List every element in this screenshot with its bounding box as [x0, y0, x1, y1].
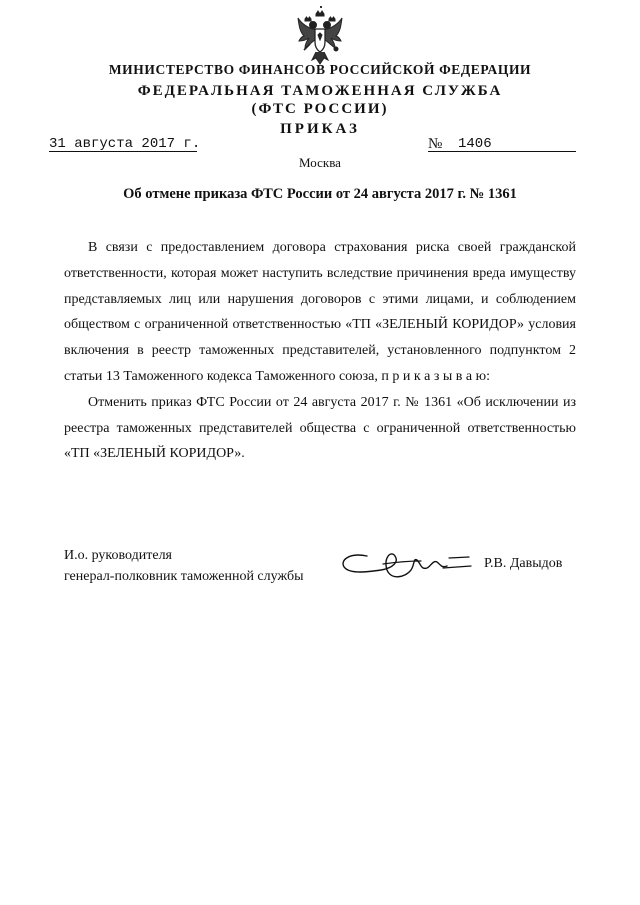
order-number: 1406 [458, 136, 492, 152]
order-date: 31 августа 2017 г. [49, 136, 201, 152]
body-paragraph-1: В связи с предоставлением договора страхования риска своей гражданской ответственности, которая может наступить вследствие причинения вреда имуществу представляемых лиц или нарушения договоров с этими лицами, и соблюдением обществом с ограниченной ответственностью «ТП «ЗЕЛЕНЫЙ КОРИДОР» условия включения в реестр таможенных представителей, установленного подпунктом 2 статьи 13 Таможенного кодекса Таможенного союза, п р и к а з ы в а ю: [64, 240, 576, 384]
service-short-name: (ФТС РОССИИ) [251, 101, 389, 117]
order-body [64, 235, 576, 467]
signer-position [64, 545, 303, 587]
body-paragraph-2: Отменить приказ ФТС России от 24 августа 2017 г. № 1361 «Об исключении из реестра таможенных представителей общества с ограниченной ответственностью «ТП «ЗЕЛЕНЫЙ КОРИДОР». [64, 394, 576, 462]
order-title: Об отмене приказа ФТС России от 24 августа 2017 г. № 1361 [123, 186, 517, 202]
service-name: ФЕДЕРАЛЬНАЯ ТАМОЖЕННАЯ СЛУЖБА [137, 83, 503, 99]
signer-position-line-1: И.о. руководителя [64, 548, 173, 563]
signer-name: Р.В. Давыдов [484, 556, 563, 571]
handwritten-signature [337, 548, 477, 586]
number-underline [428, 151, 576, 152]
number-sign: № [428, 136, 443, 152]
document-type: ПРИКАЗ [280, 121, 360, 137]
date-underline [49, 151, 197, 152]
city: Москва [299, 155, 341, 170]
ministry-name: МИНИСТЕРСТВО ФИНАНСОВ РОССИЙСКОЙ ФЕДЕРАЦИИ [108, 62, 532, 77]
scan-mark [320, 6, 322, 8]
coat-of-arms-icon [296, 10, 344, 68]
signer-position-line-2: генерал-полковник таможенной службы [64, 569, 304, 584]
